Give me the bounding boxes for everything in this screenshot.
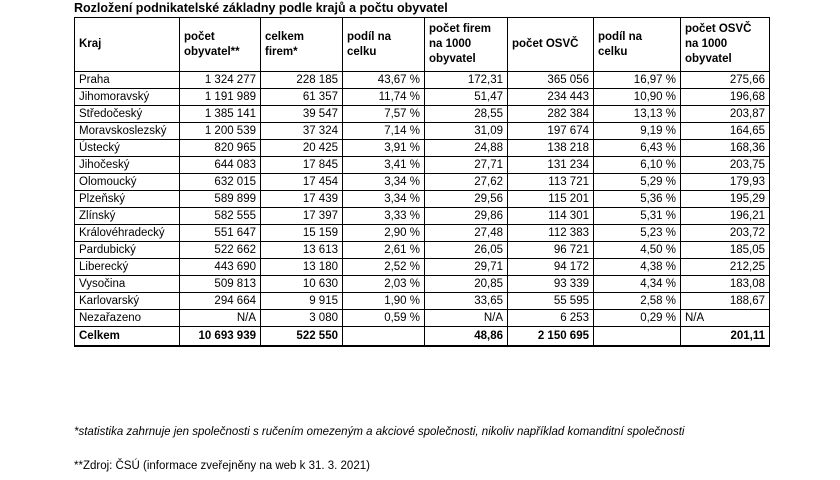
cell-osvc-na-1000: 168,36: [681, 140, 770, 157]
cell-firem-na-1000: 29,86: [425, 208, 508, 225]
header-row: [75, 18, 770, 72]
cell-firem: 17 454: [261, 174, 343, 191]
cell-firem-na-1000: 24,88: [425, 140, 508, 157]
table-row: [75, 140, 770, 157]
footnote-companies: *statistika zahrnuje jen společnosti s ručením omezeným a akciové společnosti, nikoliv například komanditní společnosti: [74, 426, 685, 438]
cell-podil-osvc: 16,97 %: [594, 72, 681, 89]
cell-podil: 11,74 %: [343, 89, 425, 106]
cell-kraj: Liberecký: [75, 259, 180, 276]
cell-kraj: Ústecký: [75, 140, 180, 157]
table-row: [75, 191, 770, 208]
cell-podil-osvc: 0,29 %: [594, 310, 681, 327]
cell-osvc: 365 056: [508, 72, 594, 89]
table-row: [75, 89, 770, 106]
cell-podil: 3,34 %: [343, 174, 425, 191]
total-cell-osvc: 2 150 695: [508, 327, 594, 347]
cell-firem-na-1000: 26,05: [425, 242, 508, 259]
cell-firem-na-1000: 51,47: [425, 89, 508, 106]
cell-osvc-na-1000: 203,72: [681, 225, 770, 242]
cell-osvc-na-1000: 195,29: [681, 191, 770, 208]
cell-obyvatel: 522 662: [180, 242, 261, 259]
cell-podil: 1,90 %: [343, 293, 425, 310]
cell-osvc: 96 721: [508, 242, 594, 259]
table-row: [75, 310, 770, 327]
cell-osvc: 93 339: [508, 276, 594, 293]
cell-osvc-na-1000: 212,25: [681, 259, 770, 276]
cell-osvc-na-1000: 275,66: [681, 72, 770, 89]
table-row: [75, 106, 770, 123]
cell-osvc-na-1000: 185,05: [681, 242, 770, 259]
cell-podil-osvc: 4,38 %: [594, 259, 681, 276]
cell-obyvatel: 509 813: [180, 276, 261, 293]
cell-podil: 3,33 %: [343, 208, 425, 225]
cell-podil-osvc: 4,34 %: [594, 276, 681, 293]
total-cell-firem: 522 550: [261, 327, 343, 347]
regional-business-table: [74, 17, 770, 347]
cell-podil: 3,91 %: [343, 140, 425, 157]
total-cell-podil-osvc: [594, 327, 681, 347]
cell-obyvatel: 443 690: [180, 259, 261, 276]
col-header-firem: celkem firem*: [261, 18, 343, 72]
cell-osvc: 94 172: [508, 259, 594, 276]
cell-obyvatel: 820 965: [180, 140, 261, 157]
cell-firem-na-1000: 27,48: [425, 225, 508, 242]
cell-firem-na-1000: 20,85: [425, 276, 508, 293]
cell-podil-osvc: 10,90 %: [594, 89, 681, 106]
cell-osvc-na-1000: 203,75: [681, 157, 770, 174]
total-cell-osvc-na-1000: 201,11: [681, 327, 770, 347]
cell-obyvatel: N/A: [180, 310, 261, 327]
table-title: Rozložení podnikatelské základny podle krajů a počtu obyvatel: [74, 1, 448, 15]
cell-kraj: Středočeský: [75, 106, 180, 123]
cell-podil: 3,41 %: [343, 157, 425, 174]
cell-osvc: 138 218: [508, 140, 594, 157]
cell-obyvatel: 1 200 539: [180, 123, 261, 140]
cell-firem: 17 845: [261, 157, 343, 174]
cell-obyvatel: 1 385 141: [180, 106, 261, 123]
cell-osvc: 6 253: [508, 310, 594, 327]
cell-firem: 17 439: [261, 191, 343, 208]
total-cell-obyvatel: 10 693 939: [180, 327, 261, 347]
table-row: [75, 259, 770, 276]
cell-podil-osvc: 6,43 %: [594, 140, 681, 157]
cell-osvc: 197 674: [508, 123, 594, 140]
table-row: [75, 242, 770, 259]
total-cell-firem-na-1000: 48,86: [425, 327, 508, 347]
cell-kraj: Nezařazeno: [75, 310, 180, 327]
cell-kraj: Zlínský: [75, 208, 180, 225]
table-row: [75, 72, 770, 89]
cell-osvc: 282 384: [508, 106, 594, 123]
cell-kraj: Karlovarský: [75, 293, 180, 310]
cell-podil: 7,57 %: [343, 106, 425, 123]
cell-firem: 37 324: [261, 123, 343, 140]
cell-firem: 9 915: [261, 293, 343, 310]
cell-obyvatel: 1 324 277: [180, 72, 261, 89]
col-header-podil-osvc: podíl na celku: [594, 18, 681, 72]
cell-podil-osvc: 6,10 %: [594, 157, 681, 174]
cell-osvc: 112 383: [508, 225, 594, 242]
footnote-source: **Zdroj: ČSÚ (informace zveřejněny na web k 31. 3. 2021): [74, 460, 370, 472]
cell-kraj: Královéhradecký: [75, 225, 180, 242]
col-header-firem-na-1000: počet firem na 1000 obyvatel: [425, 18, 508, 72]
cell-osvc-na-1000: N/A: [681, 310, 770, 327]
table-row: [75, 293, 770, 310]
cell-podil-osvc: 5,23 %: [594, 225, 681, 242]
cell-kraj: Jihočeský: [75, 157, 180, 174]
col-header-osvc-na-1000: počet OSVČ na 1000 obyvatel: [681, 18, 770, 72]
cell-podil: 2,90 %: [343, 225, 425, 242]
cell-firem: 10 630: [261, 276, 343, 293]
cell-osvc-na-1000: 188,67: [681, 293, 770, 310]
cell-osvc-na-1000: 203,87: [681, 106, 770, 123]
cell-podil: 2,52 %: [343, 259, 425, 276]
cell-osvc-na-1000: 196,21: [681, 208, 770, 225]
cell-firem: 15 159: [261, 225, 343, 242]
cell-obyvatel: 632 015: [180, 174, 261, 191]
cell-obyvatel: 589 899: [180, 191, 261, 208]
cell-osvc-na-1000: 164,65: [681, 123, 770, 140]
cell-obyvatel: 644 083: [180, 157, 261, 174]
cell-kraj: Pardubický: [75, 242, 180, 259]
cell-firem-na-1000: 33,65: [425, 293, 508, 310]
cell-podil: 3,34 %: [343, 191, 425, 208]
col-header-podil: podíl na celku: [343, 18, 425, 72]
cell-firem: 20 425: [261, 140, 343, 157]
col-header-obyvatel: počet obyvatel**: [180, 18, 261, 72]
cell-obyvatel: 294 664: [180, 293, 261, 310]
cell-firem-na-1000: 172,31: [425, 72, 508, 89]
cell-podil-osvc: 5,36 %: [594, 191, 681, 208]
cell-osvc: 55 595: [508, 293, 594, 310]
cell-firem-na-1000: 27,62: [425, 174, 508, 191]
cell-obyvatel: 582 555: [180, 208, 261, 225]
cell-firem-na-1000: 28,55: [425, 106, 508, 123]
cell-kraj: Olomoucký: [75, 174, 180, 191]
cell-kraj: Praha: [75, 72, 180, 89]
cell-kraj: Vysočina: [75, 276, 180, 293]
cell-podil-osvc: 5,29 %: [594, 174, 681, 191]
cell-firem: 228 185: [261, 72, 343, 89]
cell-osvc: 114 301: [508, 208, 594, 225]
table-row: [75, 208, 770, 225]
cell-podil-osvc: 13,13 %: [594, 106, 681, 123]
cell-firem-na-1000: 29,71: [425, 259, 508, 276]
total-cell-podil: [343, 327, 425, 347]
cell-podil: 0,59 %: [343, 310, 425, 327]
cell-firem: 13 180: [261, 259, 343, 276]
cell-firem-na-1000: 27,71: [425, 157, 508, 174]
table-row: [75, 276, 770, 293]
cell-podil-osvc: 5,31 %: [594, 208, 681, 225]
cell-podil-osvc: 2,58 %: [594, 293, 681, 310]
table-row: [75, 174, 770, 191]
cell-osvc: 131 234: [508, 157, 594, 174]
cell-osvc: 113 721: [508, 174, 594, 191]
cell-podil: 43,67 %: [343, 72, 425, 89]
table-row: [75, 123, 770, 140]
cell-podil: 7,14 %: [343, 123, 425, 140]
cell-firem: 3 080: [261, 310, 343, 327]
cell-osvc-na-1000: 196,68: [681, 89, 770, 106]
cell-firem: 39 547: [261, 106, 343, 123]
cell-podil: 2,61 %: [343, 242, 425, 259]
col-header-kraj: Kraj: [75, 18, 180, 72]
cell-firem: 61 357: [261, 89, 343, 106]
cell-osvc: 115 201: [508, 191, 594, 208]
col-header-osvc: počet OSVČ: [508, 18, 594, 72]
cell-osvc-na-1000: 183,08: [681, 276, 770, 293]
table-row: [75, 225, 770, 242]
total-cell-kraj: Celkem: [75, 327, 180, 347]
cell-firem: 13 613: [261, 242, 343, 259]
total-row: [75, 327, 770, 347]
cell-podil-osvc: 4,50 %: [594, 242, 681, 259]
cell-podil-osvc: 9,19 %: [594, 123, 681, 140]
cell-obyvatel: 551 647: [180, 225, 261, 242]
cell-firem: 17 397: [261, 208, 343, 225]
cell-firem-na-1000: N/A: [425, 310, 508, 327]
cell-kraj: Jihomoravský: [75, 89, 180, 106]
table-row: [75, 157, 770, 174]
cell-podil: 2,03 %: [343, 276, 425, 293]
cell-osvc: 234 443: [508, 89, 594, 106]
cell-firem-na-1000: 29,56: [425, 191, 508, 208]
cell-kraj: Plzeňský: [75, 191, 180, 208]
cell-kraj: Moravskoslezský: [75, 123, 180, 140]
cell-osvc-na-1000: 179,93: [681, 174, 770, 191]
cell-firem-na-1000: 31,09: [425, 123, 508, 140]
cell-obyvatel: 1 191 989: [180, 89, 261, 106]
